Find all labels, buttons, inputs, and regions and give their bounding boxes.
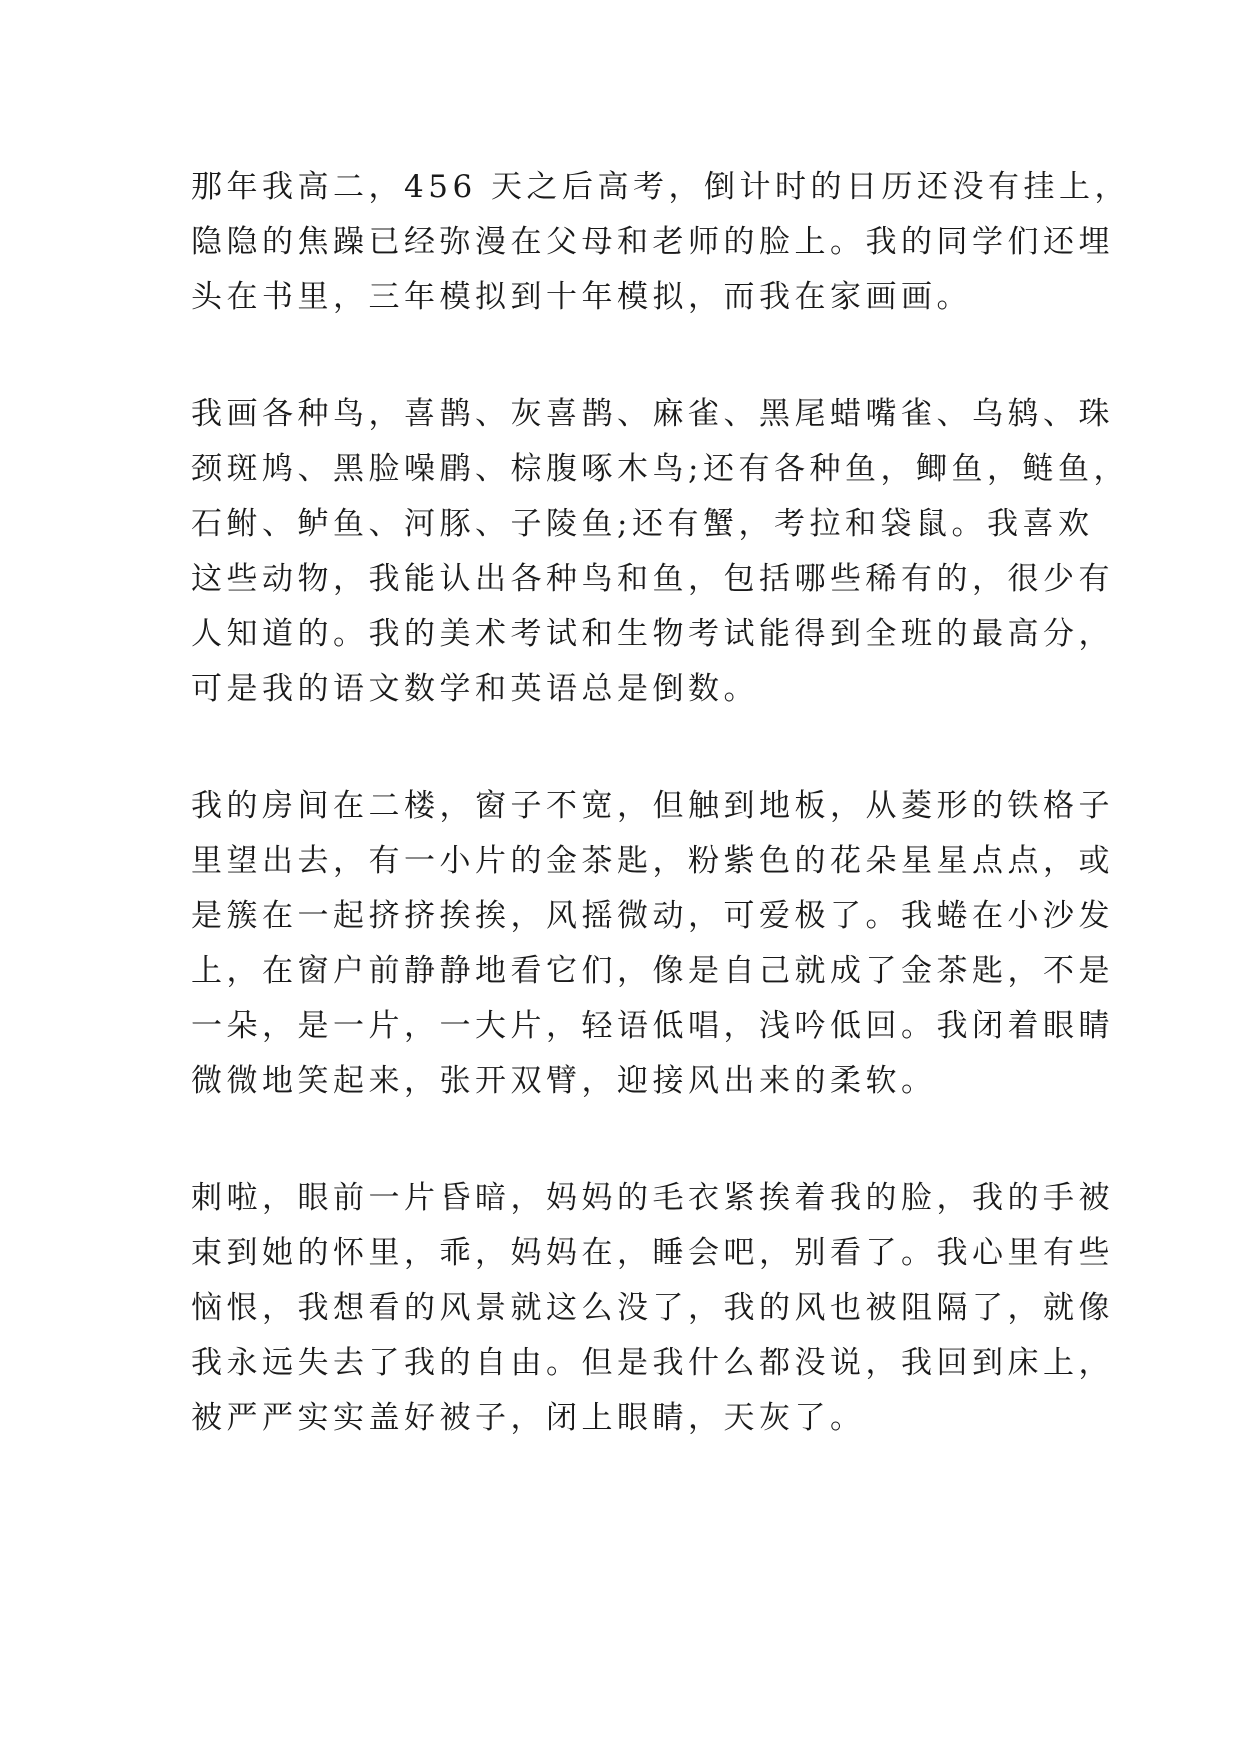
text-line: 我画各种鸟，喜鹊、灰喜鹊、麻雀、黑尾蜡嘴雀、乌鸫、珠 bbox=[191, 396, 1114, 432]
text-line: 这些动物，我能认出各种鸟和鱼，包括哪些稀有的，很少有 bbox=[191, 561, 1114, 597]
text-line: 人知道的。我的美术考试和生物考试能得到全班的最高分， bbox=[191, 616, 1114, 652]
text-line: 是簇在一起挤挤挨挨，风摇微动，可爱极了。我蜷在小沙发 bbox=[191, 898, 1114, 934]
text-line: 我的房间在二楼，窗子不宽，但触到地板，从菱形的铁格子 bbox=[191, 788, 1114, 824]
text-line: 隐隐的焦躁已经弥漫在父母和老师的脸上。我的同学们还埋 bbox=[191, 224, 1114, 260]
text-line: 微微地笑起来，张开双臂，迎接风出来的柔软。 bbox=[191, 1063, 937, 1099]
text-line: 颈斑鸠、黑脸噪鹛、棕腹啄木鸟;还有各种鱼，鲫鱼，鲢鱼， bbox=[191, 451, 1129, 487]
text-line: 我永远失去了我的自由。但是我什么都没说，我回到床上， bbox=[191, 1345, 1114, 1381]
text-line: 上，在窗户前静静地看它们，像是自己就成了金茶匙，不是 bbox=[191, 953, 1114, 989]
text-line: 石鲋、鲈鱼、河豚、子陵鱼;还有蟹，考拉和袋鼠。我喜欢 bbox=[191, 506, 1094, 542]
text-line: 那年我高二，456 天之后高考，倒计时的日历还没有挂上， bbox=[191, 169, 1131, 205]
text-line: 恼恨，我想看的风景就这么没了，我的风也被阻隔了，就像 bbox=[191, 1290, 1114, 1326]
text-line: 束到她的怀里，乖，妈妈在，睡会吧，别看了。我心里有些 bbox=[191, 1235, 1114, 1271]
text-line: 一朵，是一片，一大片，轻语低唱，浅吟低回。我闭着眼睛 bbox=[191, 1008, 1114, 1044]
text-line: 可是我的语文数学和英语总是倒数。 bbox=[191, 671, 759, 707]
text-line: 头在书里，三年模拟到十年模拟，而我在家画画。 bbox=[191, 279, 972, 315]
text-line: 被严严实实盖好被子，闭上眼睛，天灰了。 bbox=[191, 1400, 866, 1436]
text-line: 里望出去，有一小片的金茶匙，粉紫色的花朵星星点点，或 bbox=[191, 843, 1114, 879]
text-line: 刺啦，眼前一片昏暗，妈妈的毛衣紧挨着我的脸，我的手被 bbox=[191, 1180, 1114, 1216]
